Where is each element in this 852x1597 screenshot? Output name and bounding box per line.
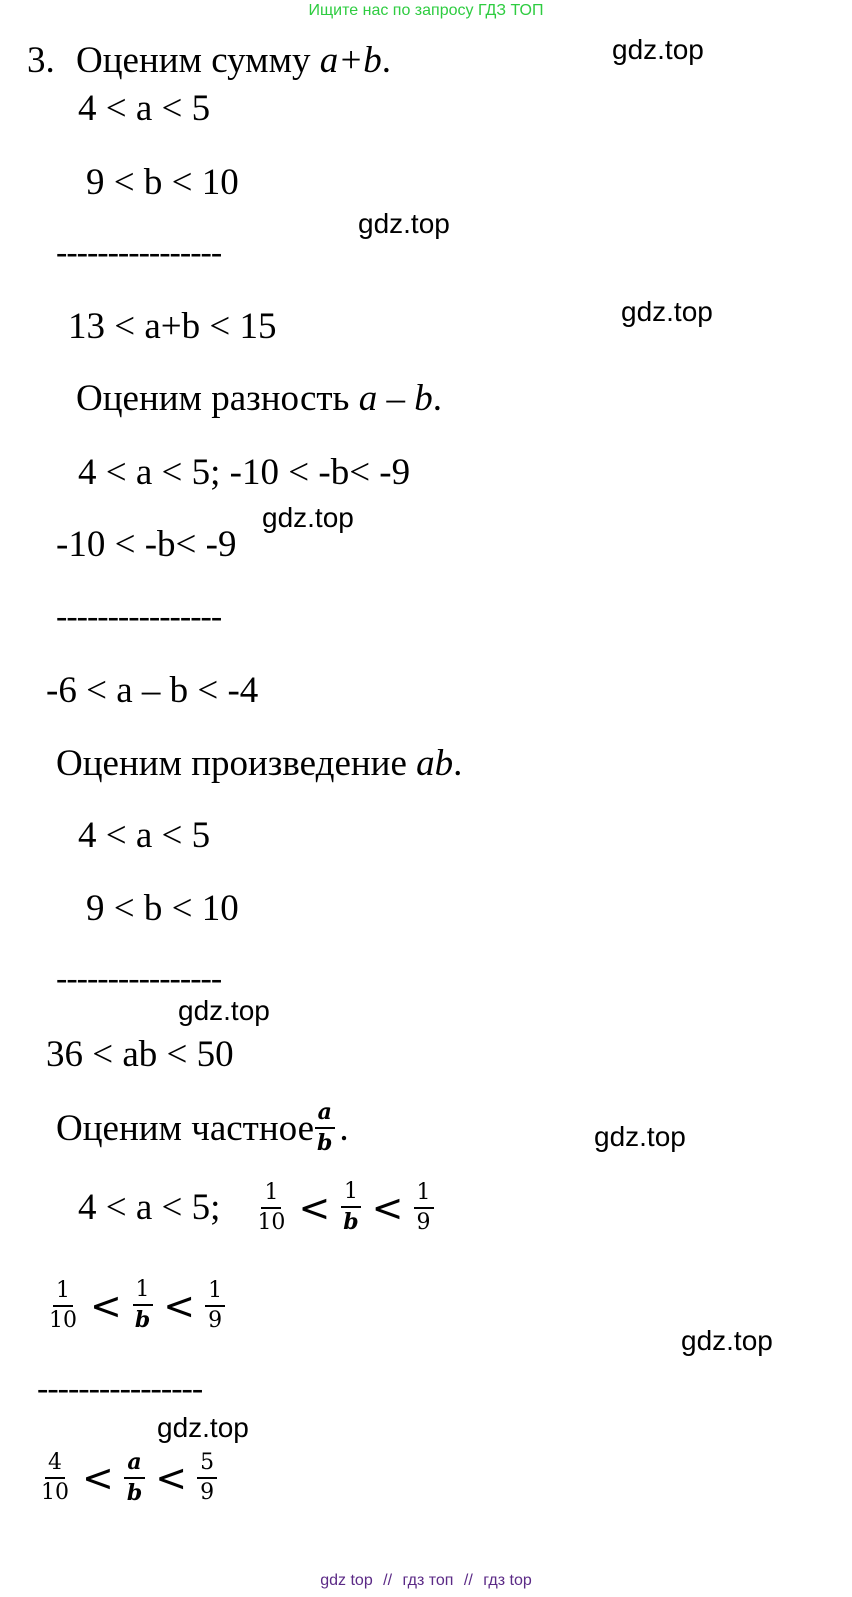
diff-period: . [432, 378, 442, 419]
watermark: gdz.top [157, 1412, 249, 1443]
top-banner[interactable]: Ищите нас по запросу ГДЗ ТОП [308, 2, 544, 19]
fraction-1-over-b: $\frac{1}{b}$ [132, 1278, 153, 1333]
quot-line-1-prefix: 4 < a < 5; [78, 1187, 221, 1229]
divider-2: ---------------- [56, 598, 222, 635]
less-than-sign: < [90, 1283, 122, 1328]
watermark: gdz.top [262, 502, 354, 533]
diff-line-1: 4 < a < 5; -10 < -b< -9 [78, 452, 411, 493]
diff-result: -6 < a – b < -4 [46, 670, 259, 711]
fraction-1-over-10: $\frac{1}{10}$ [257, 1179, 286, 1235]
a-bounds-1: 4 < a < 5 [78, 88, 211, 129]
less-than-sign: < [163, 1283, 196, 1328]
prod-heading-text: Оценим произведение [56, 743, 417, 784]
prod-result: 36 < ab < 50 [46, 1034, 234, 1075]
footer-separator: // [463, 1572, 473, 1589]
sum-heading-text: Оценим сумму [76, 40, 320, 81]
fraction-a-over-b: $\frac{a}{b}$ [124, 1450, 145, 1506]
prod-period: . [453, 743, 463, 784]
fraction-4-over-10: $\frac{4}{10}$ [41, 1450, 69, 1506]
footer-link-gdz-top-mixed[interactable]: гдз top [483, 1572, 532, 1589]
b-bounds-2: 9 < b < 10 [86, 888, 239, 929]
sum-result: 13 < a+b < 15 [68, 306, 277, 347]
problem-number: 3. [27, 40, 55, 81]
less-than-sign: < [155, 1456, 188, 1501]
diff-expression: a – b [358, 378, 433, 419]
quot-period: . [339, 1107, 349, 1149]
diff-line-2: -10 < -b< -9 [56, 524, 237, 565]
less-than-sign: < [82, 1456, 114, 1501]
footer-link-gdz-top-ru[interactable]: гдз топ [402, 1572, 454, 1589]
quot-line-1 [78, 1180, 438, 1235]
watermark: gdz.top [594, 1121, 686, 1152]
fraction-5-over-9: $\frac{5}{9}$ [197, 1451, 217, 1505]
fraction-1-over-9: $\frac{1}{9}$ [414, 1181, 434, 1235]
footer-separator: // [383, 1572, 393, 1589]
quot-result [34, 1450, 221, 1506]
sum-expression: a+b [319, 40, 382, 81]
footer-links [0, 1572, 852, 1590]
watermark: gdz.top [612, 34, 704, 65]
divider-4: ---------------- [37, 1370, 203, 1407]
diff-heading-text: Оценим разность [76, 378, 359, 419]
less-than-sign: < [298, 1185, 331, 1230]
sum-period: . [381, 40, 391, 81]
b-bounds-1: 9 < b < 10 [86, 162, 239, 203]
watermark: gdz.top [178, 995, 270, 1026]
a-bounds-2: 4 < a < 5 [78, 815, 211, 856]
fraction-1-over-b: $\frac{1}{b}$ [340, 1180, 361, 1235]
watermark: gdz.top [621, 296, 713, 327]
quot-line-2 [42, 1278, 229, 1333]
fraction-1-over-10: $\frac{1}{10}$ [49, 1277, 77, 1333]
fraction-1-over-9: $\frac{1}{9}$ [205, 1279, 225, 1333]
watermark: gdz.top [358, 208, 450, 239]
sum-heading [27, 42, 391, 79]
less-than-sign: < [371, 1185, 404, 1230]
quot-heading [56, 1100, 349, 1156]
quot-heading-text: Оценим частное [56, 1107, 315, 1149]
footer-link-gdz-top[interactable]: gdz top [320, 1572, 373, 1589]
fraction-a-over-b: $\frac{a}{b}$ [314, 1100, 335, 1156]
divider-1: ---------------- [56, 234, 222, 271]
diff-heading [76, 380, 442, 417]
prod-expression: ab [416, 743, 454, 784]
prod-heading [56, 745, 462, 782]
watermark: gdz.top [681, 1325, 773, 1356]
divider-3: ---------------- [56, 960, 222, 997]
